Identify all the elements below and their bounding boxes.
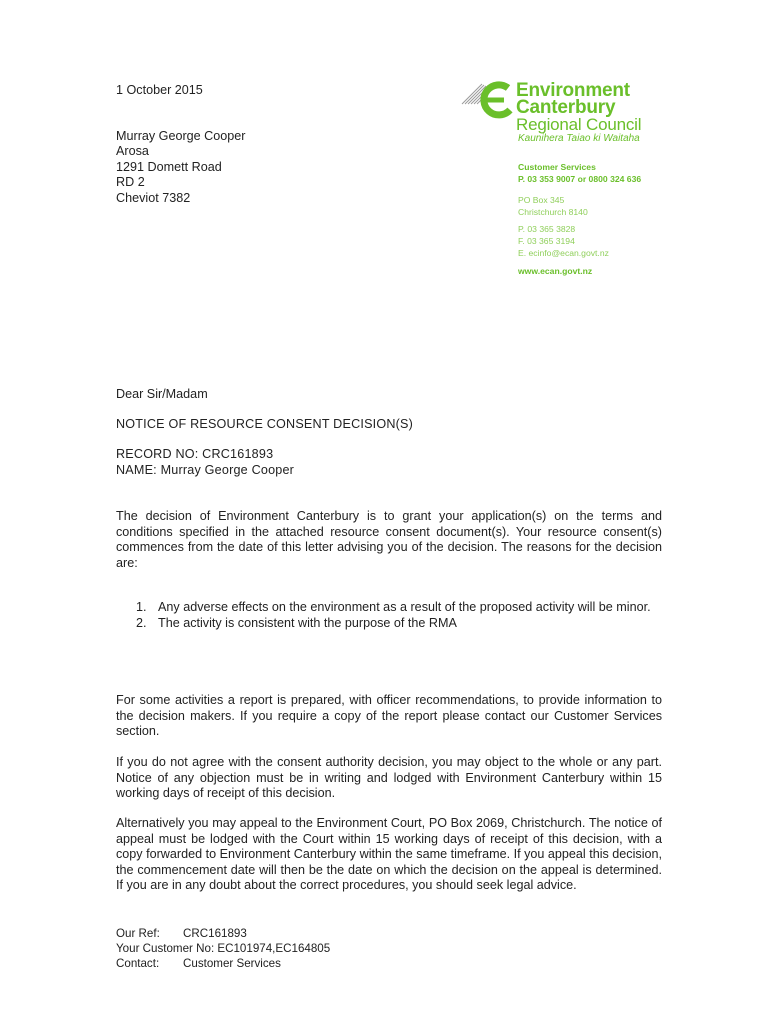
org-email: E. ecinfo@ecan.govt.nz	[518, 248, 609, 258]
recipient-line2: Arosa	[116, 144, 149, 158]
subject-heading: NOTICE OF RESOURCE CONSENT DECISION(S)	[116, 417, 414, 431]
decision-paragraph: The decision of Environment Canterbury is to grant your application(s) on the terms and conditions specified in the attached resource consent document(s). Your resource consent(s) commences from the date of this letter advising you of the decision. The reasons for the decision are:	[116, 509, 662, 570]
applicant-name: NAME: Murray George Cooper	[116, 463, 295, 477]
contact-label: Contact:	[116, 957, 160, 970]
recipient-line4: RD 2	[116, 175, 145, 189]
org-fax: F. 03 365 3194	[518, 236, 575, 246]
org-phone: P. 03 365 3828	[518, 224, 576, 234]
list-item-text: Any adverse effects on the environment as a result of the proposed activity will be minor.	[158, 600, 651, 614]
salutation: Dear Sir/Madam	[116, 387, 208, 401]
org-name-line3: Regional Council	[516, 115, 642, 134]
list-item-text: The activity is consistent with the purpose of the RMA	[158, 615, 457, 630]
customer-services-label: Customer Services	[518, 162, 596, 172]
customer-number: Your Customer No: EC101974,EC164805	[116, 942, 331, 955]
list-item	[116, 600, 662, 616]
list-item	[116, 616, 662, 632]
org-po-box: PO Box 345	[518, 195, 565, 205]
report-paragraph: For some activities a report is prepared, with officer recommendations, to provide information to the decision makers. If you require a copy of the report please contact our Customer Services section.	[116, 693, 662, 739]
letter-date: 1 October 2015	[116, 83, 203, 97]
our-ref-value: CRC161893	[183, 927, 247, 940]
org-name-line2: Canterbury	[516, 97, 616, 118]
list-item-number: 2.	[136, 615, 147, 630]
reasons-list	[116, 600, 662, 631]
ecan-logo-icon	[460, 80, 516, 120]
list-item-number: 1.	[136, 600, 147, 614]
customer-services-phone: P. 03 353 9007 or 0800 324 636	[518, 174, 642, 184]
record-number: RECORD NO: CRC161893	[116, 447, 274, 461]
recipient-name: Murray George Cooper	[116, 129, 246, 143]
org-tagline: Kaunihera Taiao ki Waitaha	[518, 133, 640, 144]
recipient-line5: Cheviot 7382	[116, 191, 191, 205]
appeal-paragraph: Alternatively you may appeal to the Environment Court, PO Box 2069, Christchurch. The notice of appeal must be lodged with the Court within 15 working days of receipt of this decision, with a copy forwarded to Environment Canterbury within the same timeframe. If you appeal this decision, the commencement date will then be the date on which the decision on the appeal is determined. If you are in any doubt about the correct procedures, you should seek legal advice.	[116, 816, 662, 893]
recipient-line3: 1291 Domett Road	[116, 160, 222, 174]
org-city: Christchurch 8140	[518, 207, 588, 217]
objection-paragraph: If you do not agree with the consent authority decision, you may object to the whole or any part. Notice of any objection must be in writing and lodged with Environment Canterbury within 15 working days of receipt of this decision.	[116, 755, 662, 801]
our-ref-label: Our Ref:	[116, 927, 160, 940]
contact-value: Customer Services	[183, 957, 281, 970]
org-website: www.ecan.govt.nz	[518, 266, 593, 276]
org-name-line1: Environment	[516, 80, 630, 101]
